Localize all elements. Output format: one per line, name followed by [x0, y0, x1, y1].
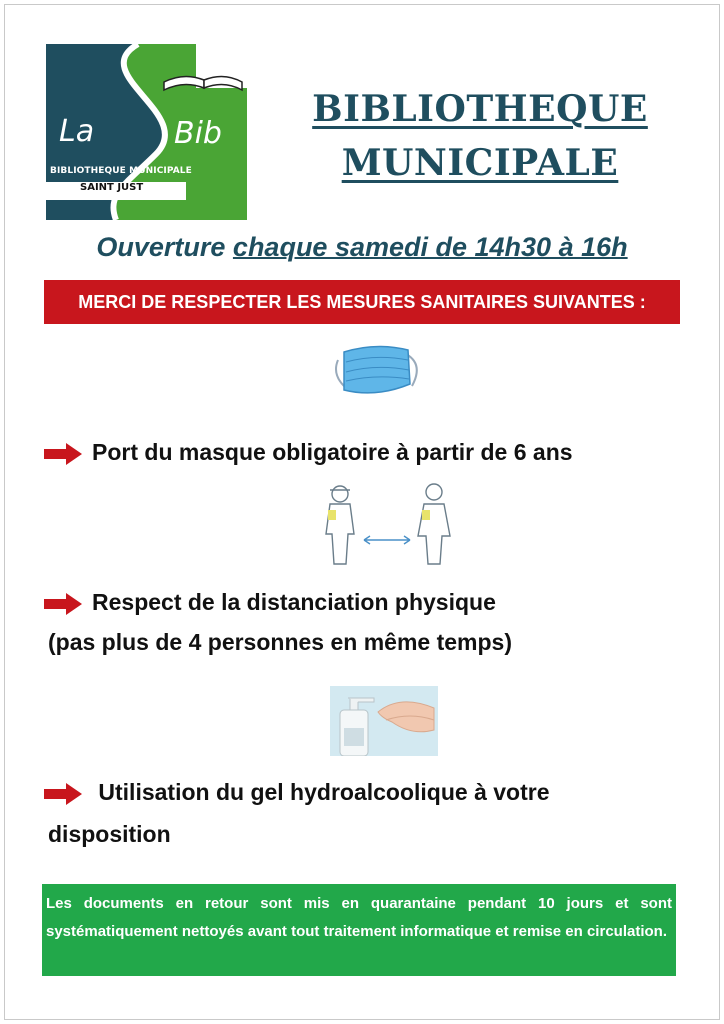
- logo-subtitle: BIBLIOTHEQUE MUNICIPALE: [50, 166, 192, 176]
- face-mask-icon: [330, 334, 426, 404]
- rule-gel-detail: disposition: [48, 821, 171, 847]
- arrow-right-icon: [44, 443, 82, 465]
- hours-prefix: Ouverture: [96, 232, 233, 262]
- quarantine-notice: Les documents en retour sont mis en quarantaine pendant 10 jours et sont systématiquement nettoyés avant tout traitement informatique et remise en circulation.: [42, 884, 676, 976]
- rule-mask: [44, 434, 573, 470]
- logo-bib-text: Bib: [174, 116, 222, 151]
- rule-gel: [44, 774, 550, 810]
- hand-sanitizer-icon: [330, 686, 438, 756]
- title-line-2: MUNICIPALE: [341, 142, 619, 184]
- sanitary-measures-banner: MERCI DE RESPECTER LES MESURES SANITAIRES SUIVANTES :: [44, 280, 680, 324]
- arrow-right-icon: [44, 593, 82, 615]
- rule-distance-text: Respect de la distanciation physique: [92, 589, 496, 615]
- opening-hours: [40, 232, 684, 263]
- arrow-right-icon: [44, 783, 82, 805]
- rule-gel-text: Utilisation du gel hydroalcoolique à votre: [92, 779, 550, 805]
- rule-distance: [44, 584, 496, 620]
- logo-town: SAINT JUST: [80, 182, 144, 193]
- rule-mask-text: Port du masque obligatoire à partir de 6 ans: [92, 439, 573, 465]
- hours-schedule: chaque samedi de 14h30 à 16h: [232, 232, 628, 262]
- page-title: [280, 82, 680, 190]
- logo-la-text: La: [59, 114, 95, 149]
- title-line-1: BIBLIOTHEQUE: [312, 88, 648, 130]
- rule-distance-detail: (pas plus de 4 personnes en même temps): [48, 629, 512, 655]
- social-distancing-icon: [312, 480, 462, 566]
- library-logo: [46, 44, 247, 220]
